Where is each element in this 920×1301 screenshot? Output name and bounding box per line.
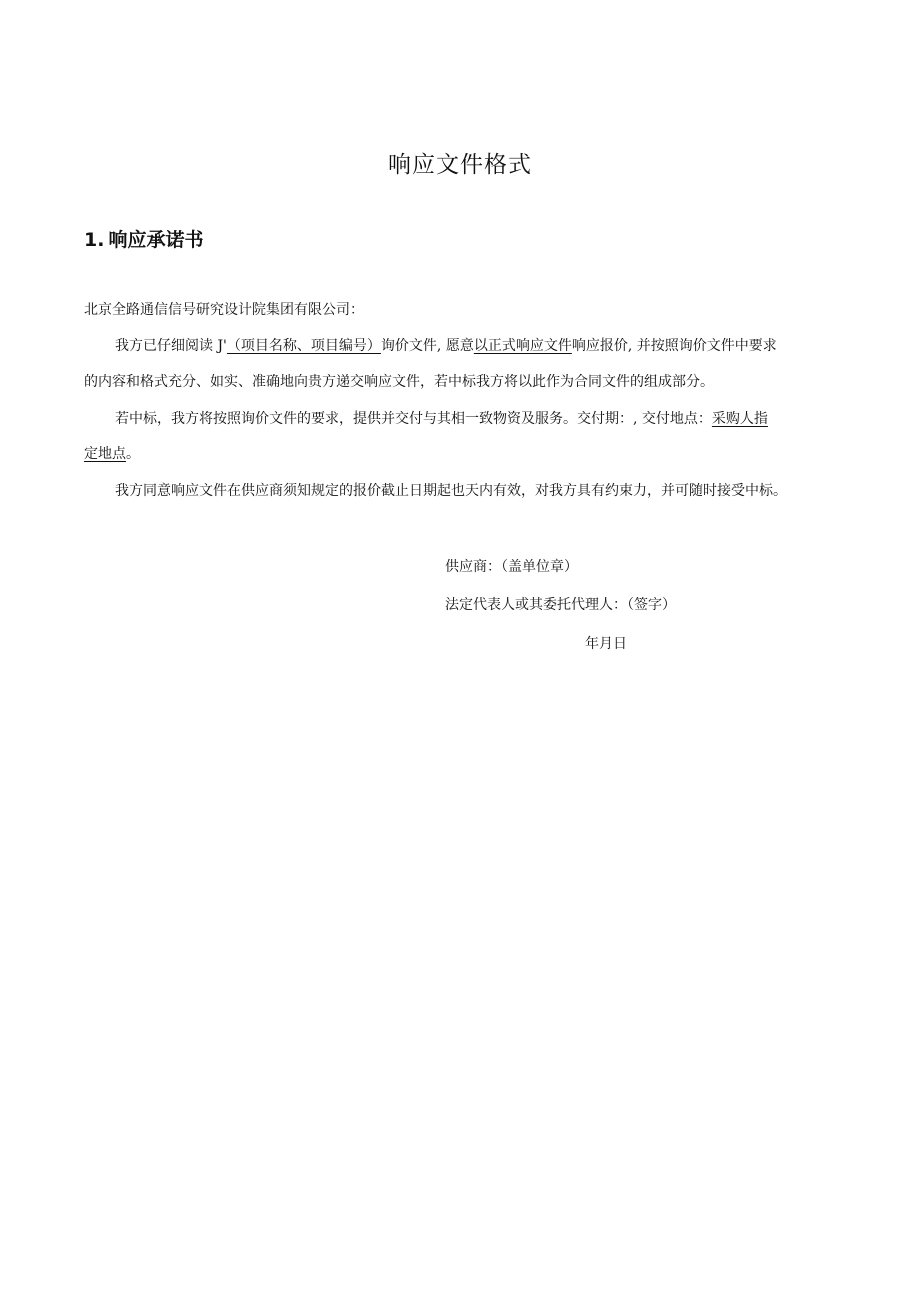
section-title: 响应承诺书 — [108, 229, 204, 251]
addressee: 北京全路通信信号研究设计院集团有限公司： — [84, 302, 364, 318]
paragraph-1-text-a: 我方已仔细阅读 J' — [115, 338, 227, 354]
paragraph-1-text-b: 询价文件, 愿意 — [380, 338, 474, 354]
signature-date: 年月日 — [585, 636, 627, 652]
signature-representative: 法定代表人或其委托代理人：（签字） — [445, 597, 676, 613]
paragraph-2-end: 。 — [126, 446, 140, 462]
section-number: 1. — [84, 229, 105, 251]
paragraph-2-text: 若中标，我方将按照询价文件的要求，提供并交付与其相一致物资及服务。交付期：, 交付地点： — [115, 411, 712, 427]
paragraph-3: 我方同意响应文件在供应商须知规定的报价截止日期起也天内有效，对我方具有约束力，并可随时接受中标。 — [115, 483, 787, 499]
project-name-placeholder: （项目名称、项目编号） — [226, 338, 381, 354]
paragraph-2-line-2 — [84, 444, 140, 464]
formal-response-text: 以正式响应文件 — [473, 338, 572, 354]
paragraph-1-line-2: 的内容和格式充分、如实、准确地向贵方递交响应文件，若中标我方将以此作为合同文件的组成部分。 — [84, 374, 714, 390]
paragraph-1-text-c: 响应报价, 并按照询价文件中要求 — [571, 338, 777, 354]
document-title: 响应文件格式 — [388, 152, 532, 178]
delivery-location-b: 定地点 — [84, 446, 126, 462]
paragraph-2-line-1 — [115, 409, 768, 429]
paragraph-1-line-1 — [115, 336, 777, 356]
section-heading — [84, 225, 203, 252]
delivery-location-a: 采购人指 — [711, 411, 768, 427]
signature-supplier: 供应商：（盖单位章） — [445, 559, 578, 575]
